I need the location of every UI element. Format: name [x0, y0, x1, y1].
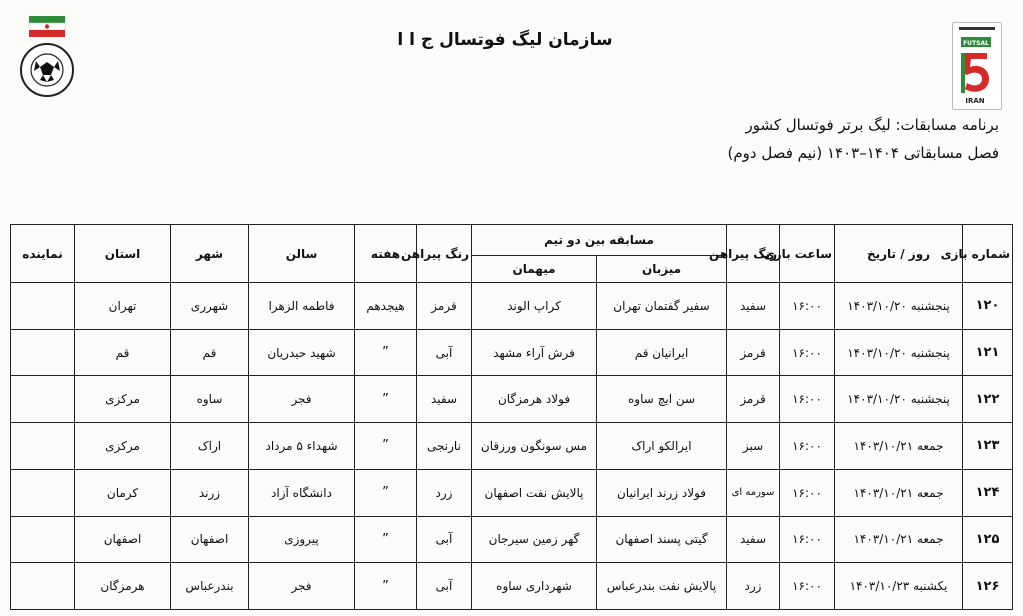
game-number: ۱۲۲	[963, 376, 1013, 423]
header-time: ساعت بازی	[780, 225, 835, 283]
game-number: ۱۲۶	[963, 563, 1013, 610]
game-time: ۱۶:۰۰	[780, 469, 835, 516]
province: مرکزی	[75, 423, 171, 470]
representative	[11, 283, 75, 330]
header-match: مسابقه بین دو تیم	[472, 225, 727, 256]
week: هیجدهم	[355, 283, 417, 330]
game-number: ۱۲۱	[963, 329, 1013, 376]
header-guest-kit: رنگ پیراهن	[417, 225, 472, 283]
week: ”	[355, 423, 417, 470]
host-team: پالایش نفت بندرعباس	[597, 563, 727, 610]
federation-logo	[18, 16, 76, 100]
table-header-row	[11, 225, 1013, 256]
host-kit-color: سبز	[727, 423, 780, 470]
guest-kit-color: سفید	[417, 376, 472, 423]
host-team: ایرالکو اراک	[597, 423, 727, 470]
guest-kit-color: آبی	[417, 329, 472, 376]
guest-kit-color: آبی	[417, 516, 472, 563]
venue: شهداء ۵ مرداد	[249, 423, 355, 470]
guest-team: گهر زمین سیرجان	[472, 516, 597, 563]
header-city: شهر	[171, 225, 249, 283]
header-week: هفته	[355, 225, 417, 283]
federation-emblem-icon	[18, 16, 76, 100]
representative	[11, 516, 75, 563]
game-date: پنجشنبه ۱۴۰۳/۱۰/۲۰	[835, 283, 963, 330]
header-host-kit: رنگ پیراهن	[727, 225, 780, 283]
city: اراک	[171, 423, 249, 470]
futsal-logo-text: FUTSAL	[963, 40, 989, 47]
guest-team: پالایش نفت اصفهان	[472, 469, 597, 516]
header-venue: سالن	[249, 225, 355, 283]
header-representative: نماینده	[11, 225, 75, 283]
game-time: ۱۶:۰۰	[780, 329, 835, 376]
table-row	[11, 423, 1013, 470]
venue: دانشگاه آزاد	[249, 469, 355, 516]
province: مرکزی	[75, 376, 171, 423]
game-time: ۱۶:۰۰	[780, 563, 835, 610]
guest-team: فرش آراء مشهد	[472, 329, 597, 376]
host-team: سفیر گفتمان تهران	[597, 283, 727, 330]
table-row	[11, 516, 1013, 563]
header-game-no: شماره بازی	[963, 225, 1013, 283]
table-row	[11, 563, 1013, 610]
week: ”	[355, 563, 417, 610]
representative	[11, 469, 75, 516]
season-title: فصل مسابقاتی ۱۴۰۴–۱۴۰۳ (نیم فصل دوم)	[727, 144, 999, 162]
venue: فاطمه الزهرا	[249, 283, 355, 330]
game-date: جمعه ۱۴۰۳/۱۰/۲۱	[835, 423, 963, 470]
host-kit-color: سفید	[727, 516, 780, 563]
week: ”	[355, 376, 417, 423]
iran-logo-text: IRAN	[965, 97, 985, 105]
guest-kit-color: قرمز	[417, 283, 472, 330]
week: ”	[355, 469, 417, 516]
host-kit-color: سورمه ای	[727, 469, 780, 516]
guest-kit-color: آبی	[417, 563, 472, 610]
game-time: ۱۶:۰۰	[780, 423, 835, 470]
host-kit-color: قرمز	[727, 329, 780, 376]
province: هرمزگان	[75, 563, 171, 610]
game-date: پنجشنبه ۱۴۰۳/۱۰/۲۰	[835, 376, 963, 423]
game-number: ۱۲۴	[963, 469, 1013, 516]
city: قم	[171, 329, 249, 376]
host-team: ایرانیان قم	[597, 329, 727, 376]
host-kit-color: قرمز	[727, 376, 780, 423]
game-time: ۱۶:۰۰	[780, 283, 835, 330]
program-title: برنامه مسابقات: لیگ برتر فوتسال کشور	[745, 116, 999, 134]
city: شهرری	[171, 283, 249, 330]
province: تهران	[75, 283, 171, 330]
host-kit-color: زرد	[727, 563, 780, 610]
host-team: گیتی پسند اصفهان	[597, 516, 727, 563]
header-guest: میهمان	[472, 256, 597, 283]
header-date: روز / تاریخ	[835, 225, 963, 283]
game-time: ۱۶:۰۰	[780, 516, 835, 563]
week: ”	[355, 516, 417, 563]
guest-team: شهرداری ساوه	[472, 563, 597, 610]
guest-team: مس سونگون ورزقان	[472, 423, 597, 470]
venue: فجر	[249, 563, 355, 610]
venue: فجر	[249, 376, 355, 423]
futsal-league-emblem-icon	[953, 23, 1001, 109]
guest-kit-color: زرد	[417, 469, 472, 516]
table-row	[11, 376, 1013, 423]
game-number: ۱۲۳	[963, 423, 1013, 470]
representative	[11, 563, 75, 610]
table-row	[11, 329, 1013, 376]
header-host: میزبان	[597, 256, 727, 283]
game-date: پنجشنبه ۱۴۰۳/۱۰/۲۰	[835, 329, 963, 376]
venue: پیروزی	[249, 516, 355, 563]
game-date: یکشنبه ۱۴۰۳/۱۰/۲۳	[835, 563, 963, 610]
week: ”	[355, 329, 417, 376]
game-number: ۱۲۵	[963, 516, 1013, 563]
host-team: فولاد زرند ایرانیان	[597, 469, 727, 516]
game-time: ۱۶:۰۰	[780, 376, 835, 423]
province: قم	[75, 329, 171, 376]
province: کرمان	[75, 469, 171, 516]
host-team: سن ایچ ساوه	[597, 376, 727, 423]
representative	[11, 329, 75, 376]
guest-team: کراپ الوند	[472, 283, 597, 330]
representative	[11, 376, 75, 423]
representative	[11, 423, 75, 470]
table-row	[11, 469, 1013, 516]
guest-kit-color: نارنجی	[417, 423, 472, 470]
city: بندرعباس	[171, 563, 249, 610]
province: اصفهان	[75, 516, 171, 563]
header-province: استان	[75, 225, 171, 283]
city: ساوه	[171, 376, 249, 423]
game-number: ۱۲۰	[963, 283, 1013, 330]
venue: شهید حیدریان	[249, 329, 355, 376]
futsal-league-logo	[952, 22, 1002, 110]
game-date: جمعه ۱۴۰۳/۱۰/۲۱	[835, 516, 963, 563]
organization-title: سازمان لیگ فوتسال ج ا ا	[397, 30, 613, 50]
city: زرند	[171, 469, 249, 516]
host-kit-color: سفید	[727, 283, 780, 330]
city: اصفهان	[171, 516, 249, 563]
table-row	[11, 283, 1013, 330]
game-date: جمعه ۱۴۰۳/۱۰/۲۱	[835, 469, 963, 516]
guest-team: فولاد هرمزگان	[472, 376, 597, 423]
schedule-table	[10, 224, 1013, 610]
